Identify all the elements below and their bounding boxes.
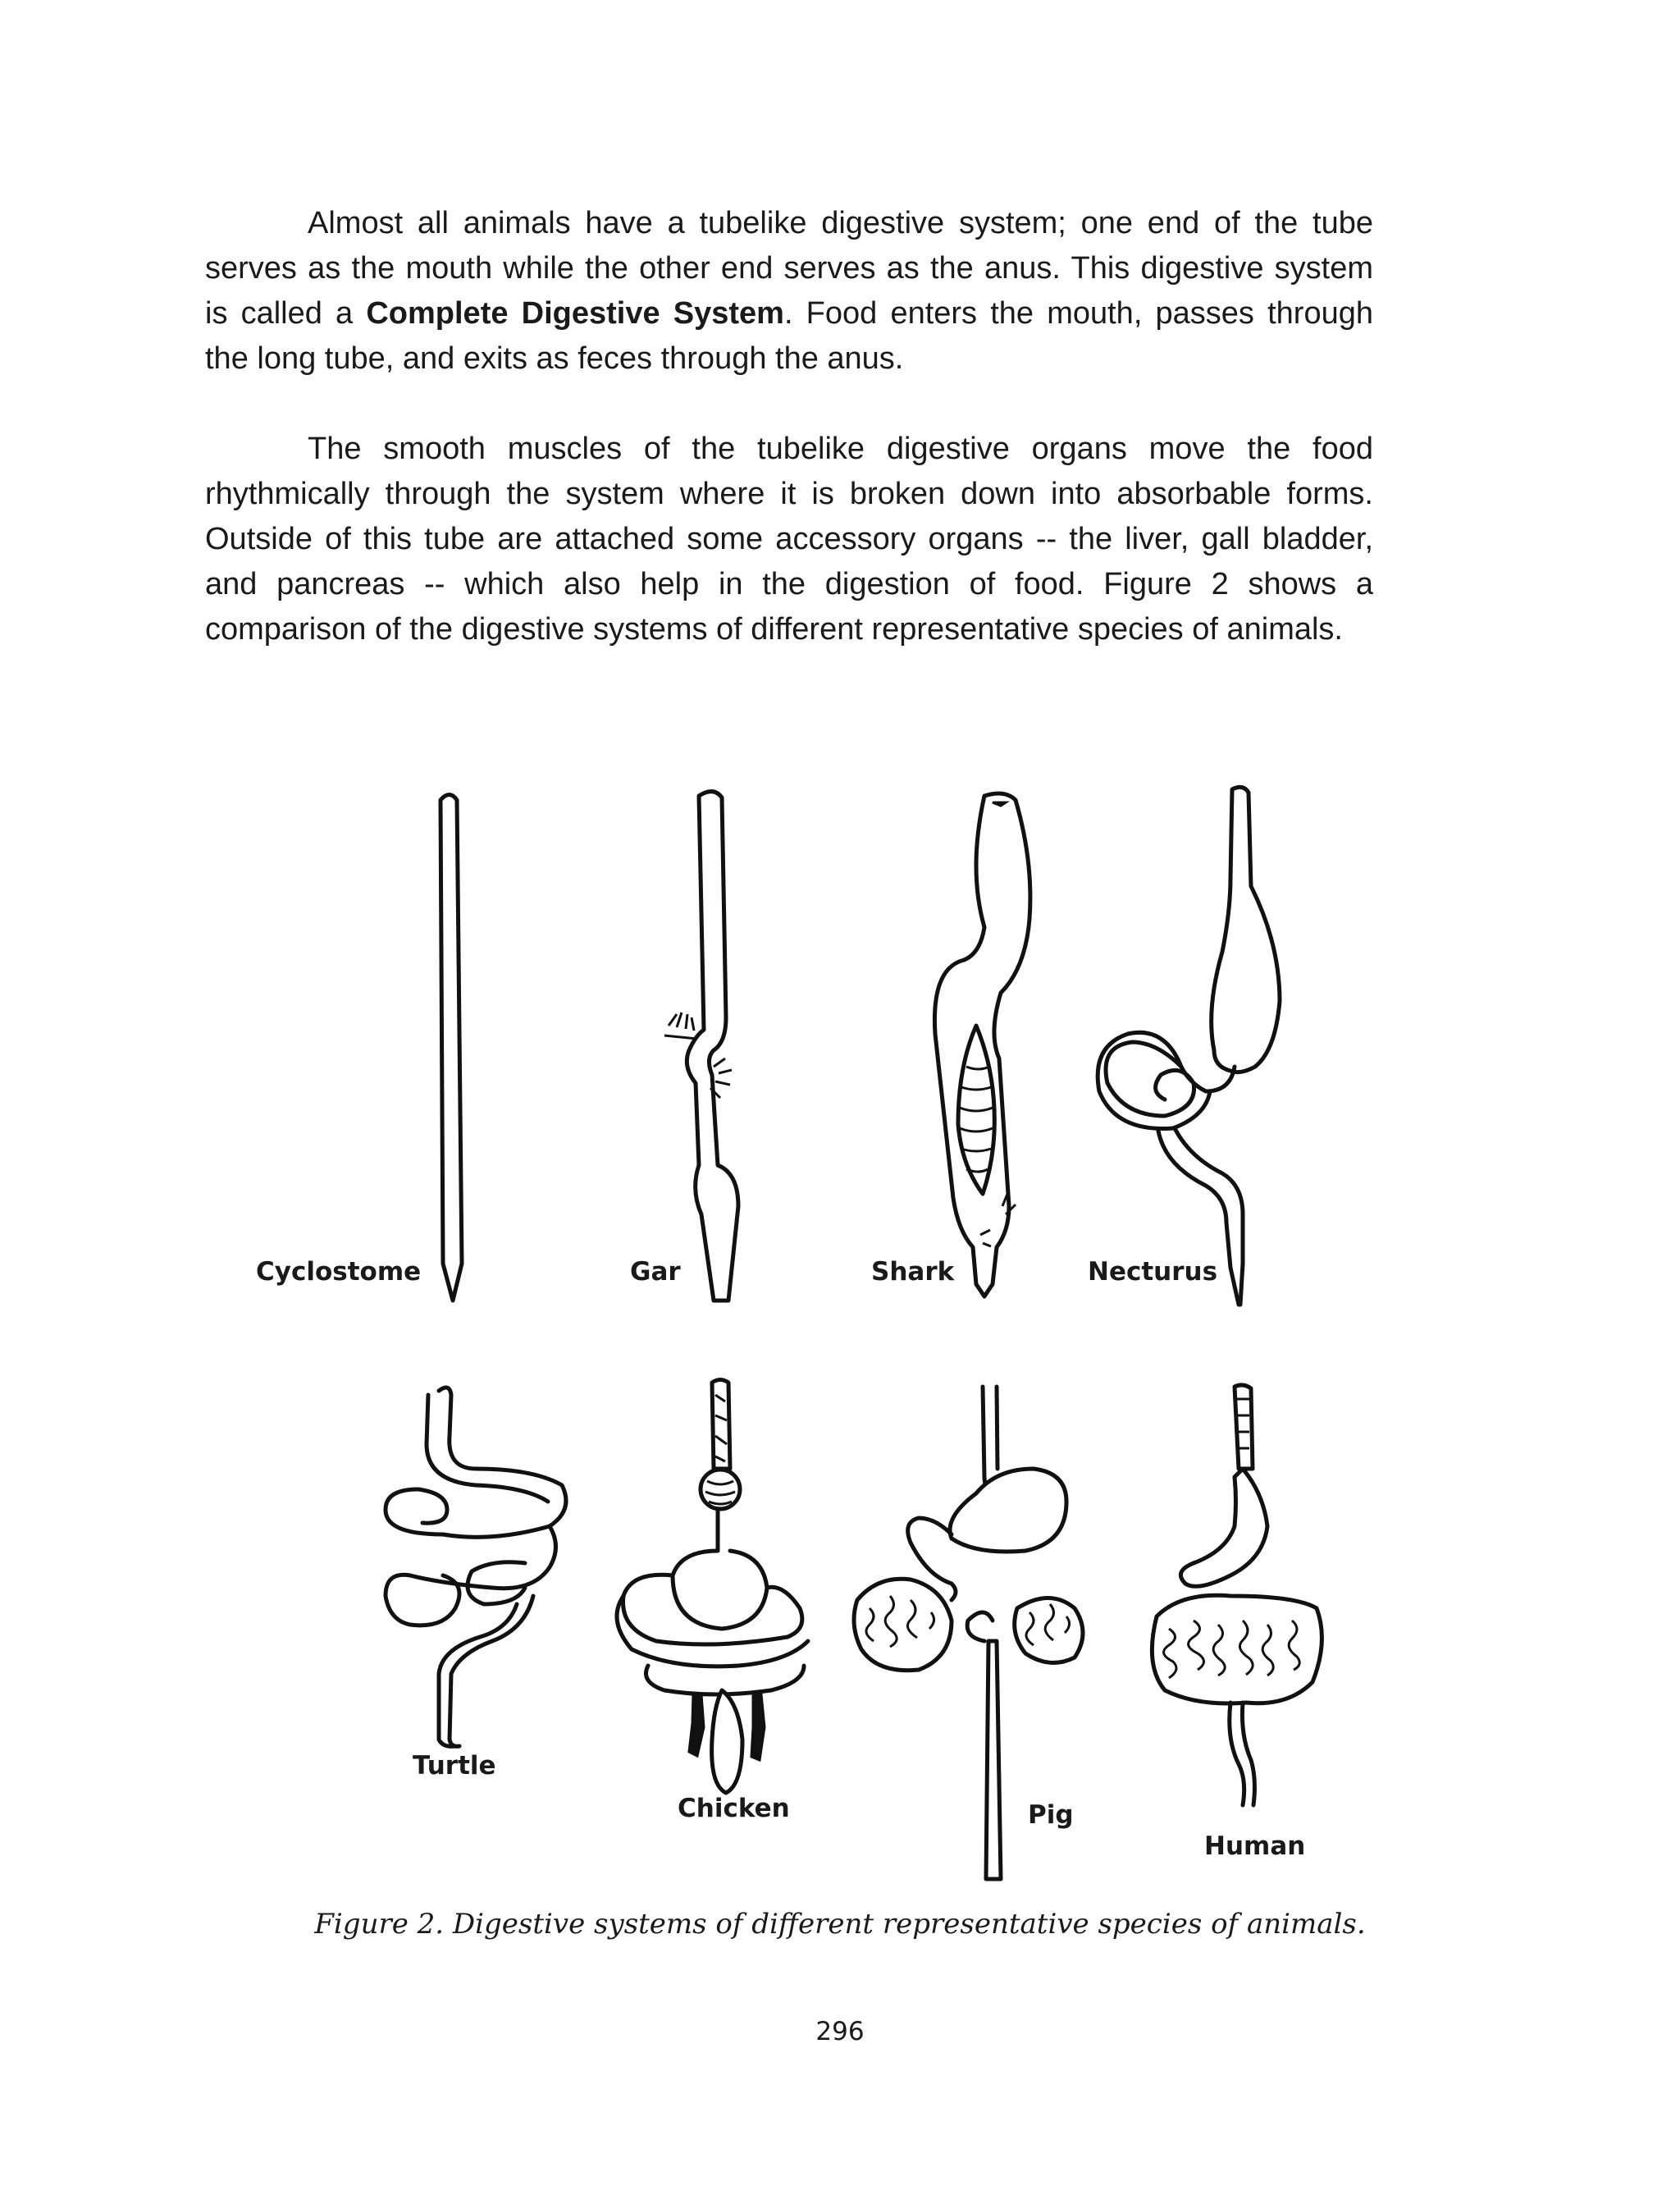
shark-digestive-tract	[934, 793, 1029, 1296]
label-human: Human	[1204, 1831, 1306, 1861]
human-digestive-tract	[1152, 1385, 1322, 1805]
label-cyclostome: Cyclostome	[256, 1257, 422, 1287]
label-gar: Gar	[630, 1257, 681, 1287]
label-pig: Pig	[1028, 1800, 1074, 1830]
cyclostome-digestive-tract	[441, 795, 462, 1301]
label-necturus: Necturus	[1088, 1257, 1218, 1287]
paragraph-complete-digestive-system	[205, 201, 1373, 382]
chicken-digestive-tract	[617, 1380, 808, 1794]
figure-caption: Figure 2. Digestive systems of different representative species of animals.	[314, 1908, 1366, 1941]
paragraph-1-text-a: Almost all animals have a tubelike digestive system; one end of the tube serves as the mouth while the other end serves as the anus. This digestive system is called a	[205, 206, 1373, 331]
term-complete-digestive-system: Complete Digestive System	[366, 296, 784, 331]
label-turtle: Turtle	[413, 1751, 496, 1781]
label-shark: Shark	[871, 1257, 955, 1287]
necturus-digestive-tract	[1098, 787, 1280, 1305]
label-chicken: Chicken	[678, 1794, 790, 1823]
digestive-systems-figure	[0, 771, 1680, 1895]
paragraph-1-text-b: . Food enters the mouth, passes through the long tube, and exits as feces through the anus.	[205, 296, 1373, 376]
page-number: 296	[815, 2017, 865, 2046]
paragraph-smooth-muscles: The smooth muscles of the tubelike digestive organs move the food rhythmically through the system where it is broken down into absorbable forms. Outside of this tube are attached some accessory organs -- the liver, gall bladder, and pancreas -- which also help in the digestion of food. Figure 2 shows a comparison of the digestive systems of different representative species of animals.	[205, 432, 1373, 647]
gar-digestive-tract	[664, 791, 738, 1301]
turtle-digestive-tract	[386, 1388, 566, 1746]
